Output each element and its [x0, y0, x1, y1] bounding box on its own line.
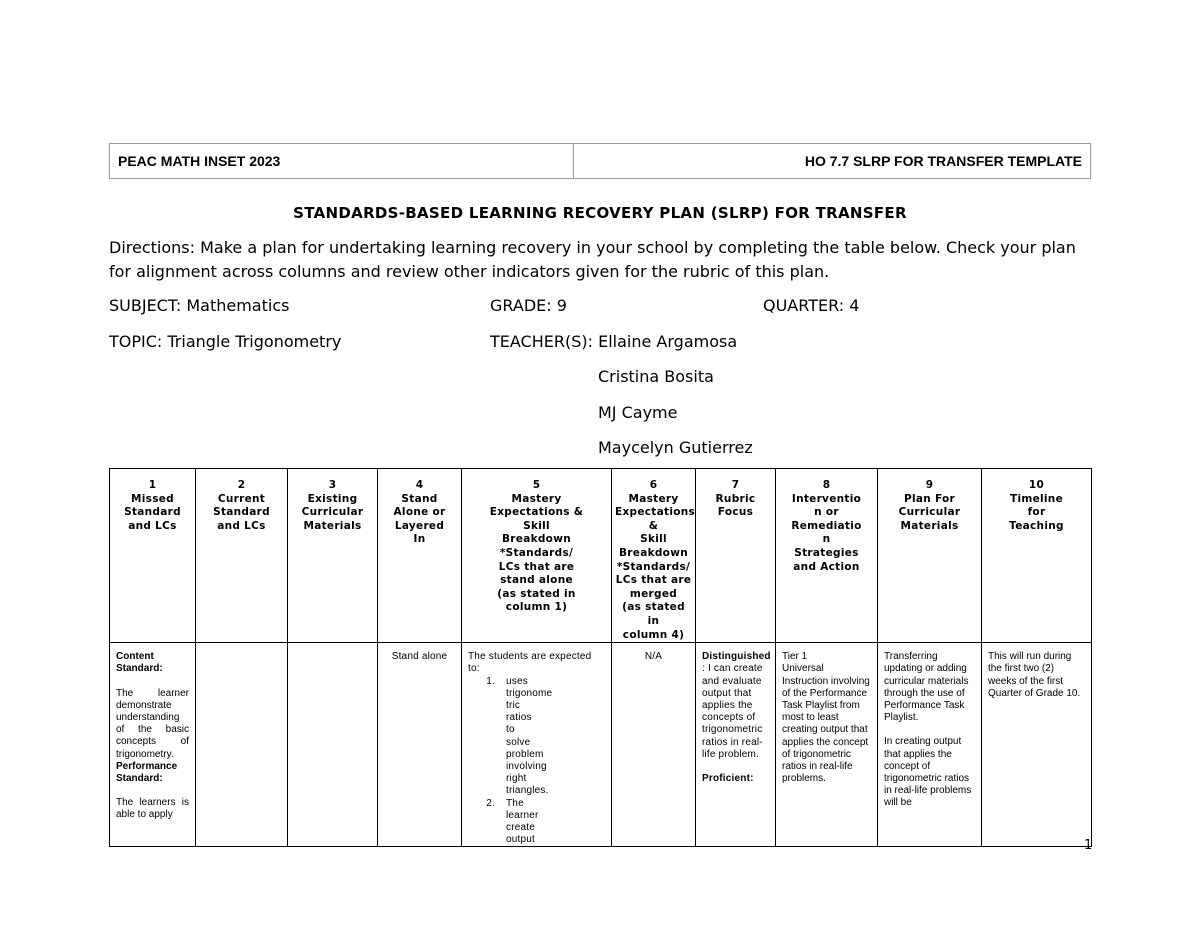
grade-label: GRADE: 9: [490, 296, 567, 315]
column-header: 10 Timeline for Teaching: [982, 469, 1092, 643]
column-header: 6 Mastery Expectations & Skill Breakdown *Standards/ LCs that are merged (as stated in column 4): [612, 469, 696, 643]
teacher-name: Maycelyn Gutierrez: [598, 438, 753, 457]
cell-stand-alone: Stand alone: [378, 643, 462, 847]
quarter-label: QUARTER: 4: [763, 296, 860, 315]
document-title: STANDARDS-BASED LEARNING RECOVERY PLAN (SLRP) FOR TRANSFER: [293, 204, 907, 222]
page-number: 1: [1084, 838, 1093, 853]
column-header: 7 Rubric Focus: [696, 469, 776, 643]
topic-label: TOPIC: Triangle Trigonometry: [109, 332, 342, 351]
slrp-table: [109, 468, 1092, 847]
document-header: [109, 143, 1091, 179]
table-row: [110, 643, 1092, 847]
header-left: PEAC MATH INSET 2023: [110, 144, 574, 178]
column-header: 9 Plan For Curricular Materials: [878, 469, 982, 643]
cell-timeline: This will run during the first two (2) weeks of the first Quarter of Grade 10.: [982, 643, 1092, 847]
cell-plan-materials: Transferring updating or adding curricular materials through the use of Performance Task Playlist. In creating output that applies the concept of trigonometric ratios in real-life problems will be: [878, 643, 982, 847]
teachers-label: TEACHER(S): Ellaine Argamosa: [490, 332, 738, 351]
column-header: 3 Existing Curricular Materials: [288, 469, 378, 643]
column-header: 1 Missed Standard and LCs: [110, 469, 196, 643]
teacher-name: MJ Cayme: [598, 403, 678, 422]
cell-mastery-stand-alone: The students are expected to: 1. uses trigonome tric ratios to solve problem involving right triangles. 2. The learner create output: [462, 643, 612, 847]
column-header: 2 Current Standard and LCs: [196, 469, 288, 643]
table-header-row: [110, 469, 1092, 643]
cell-existing-materials: [288, 643, 378, 847]
directions-text: Directions: Make a plan for undertaking learning recovery in your school by completing the table below. Check your plan for alignment across columns and review other indicators given for the rubric of this plan.: [109, 238, 1076, 281]
column-header: 8 Interventio n or Remediatio n Strategies and Action: [776, 469, 878, 643]
teacher-name: Cristina Bosita: [598, 367, 714, 386]
cell-intervention: Tier 1 Universal Instruction involving of the Performance Task Playlist from most to least creating output that applies the concept of trigonometric ratios in real-life problems.: [776, 643, 878, 847]
cell-mastery-merged: N/A: [612, 643, 696, 847]
column-header: 5 Mastery Expectations & Skill Breakdown *Standards/ LCs that are stand alone (as stated in column 1): [462, 469, 612, 643]
cell-current-standard: [196, 643, 288, 847]
subject-label: SUBJECT: Mathematics: [109, 296, 290, 315]
cell-missed-standard: Content Standard: The learner demonstrate understanding of the basic concepts of trigonometry. Performance Standard: The learners is able to apply: [110, 643, 196, 847]
cell-rubric-focus: Distinguished : I can create and evaluate output that applies the concepts of trigonometric ratios in real-life problem. Proficient:: [696, 643, 776, 847]
column-header: 4 Stand Alone or Layered In: [378, 469, 462, 643]
header-right: HO 7.7 SLRP FOR TRANSFER TEMPLATE: [804, 153, 1082, 169]
